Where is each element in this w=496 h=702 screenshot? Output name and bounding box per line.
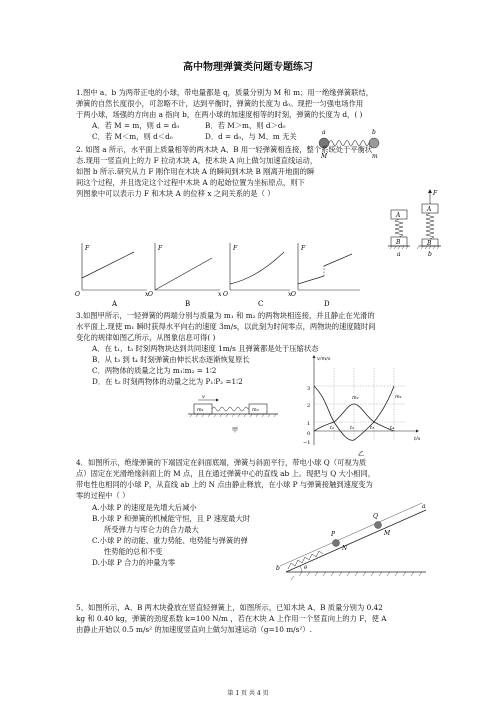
q3-yi-t2: t₂	[350, 425, 355, 431]
q2-graph-a-xlabel: x	[145, 291, 149, 298]
q4-option-b-1: B.小球 P 和弹簧的机械能守恒，且 P 速度最大时	[92, 514, 251, 523]
q4-option-a: A.小球 P 的速度是先增大后减小	[92, 503, 197, 512]
q5-line-3: 由静止开始以 0.5 m/s² 的加速度竖直向上做匀加速运动（g=10 m/s²）.	[76, 625, 312, 634]
q3-option-a: A．在 t₁、t₃ 时刻两物块达到共同速度 1m/s 且弹簧都是处于压缩状态	[92, 344, 319, 353]
q3-jia-hatch	[190, 414, 276, 417]
q4-line-4: 零的过程中（ ）	[76, 491, 130, 500]
q4-option-b-2: 所受弹力与库仑力的合力最大	[104, 525, 199, 534]
q2-graphs	[72, 240, 362, 308]
q1-fig-label-a: a	[322, 129, 326, 136]
q3-yi-ytick-neg1: −1	[303, 440, 311, 446]
q2-graph-c	[223, 243, 292, 308]
q2-graph-d-origin: O	[291, 291, 296, 298]
q2-graph-a-ylabel: F	[85, 245, 90, 252]
q4-line-1: 4．如图所示，绝缘弹簧的下端固定在斜面底端，弹簧与斜面平行，带电小球 Q（可视为质	[76, 458, 367, 467]
q3-figure-jia	[188, 392, 280, 434]
q2-spring-b	[426, 213, 434, 239]
q2-fig-a-label-B: B	[396, 239, 401, 246]
q3-line-1: 3.如图甲所示，一轻弹簧的两端分别与质量为 m₁ 和 m₂ 的两物块相连接，并且静止在光滑的	[76, 311, 375, 320]
q3-option-b: B．从 t₃ 到 t₄ 时刻弹簧由伸长状态逐渐恢复原长	[92, 355, 250, 364]
q3-option-d: D．在 t₂ 时刻两物体的动量之比为 P₁∶P₂ =1∶2	[92, 377, 243, 386]
q3-yi-caption: 乙	[358, 451, 365, 458]
q3-yi-v-arrow	[313, 355, 316, 358]
q2-caption-a: a	[397, 251, 401, 258]
q2-fig-b-label-A: A	[427, 206, 432, 213]
q5-line-2: kg 和 0.40 kg，弹簧的劲度系数 k=100 N/m ，若在木块 A 上作用一个竖直向上的力 F，使 A	[76, 614, 387, 623]
q4-ball-q	[375, 522, 382, 529]
q4-label-P: P	[331, 531, 336, 538]
q3-jia-m1: m₁	[197, 407, 204, 413]
q1-fig-label-b: b	[372, 129, 376, 136]
q1-option-a: A．若 M = m，则 d = d₀	[92, 121, 180, 130]
q2-graph-c-label: C	[258, 300, 264, 308]
q3-yi-label-m1: m₁	[395, 394, 402, 400]
q3-yi-ytick-1: 1	[307, 421, 311, 427]
q3-velocity-arrow-head	[216, 399, 219, 402]
q2-graph-b-xlabel: x	[218, 291, 222, 298]
q2-graph-d-line-2	[324, 254, 352, 266]
q2-graph-d-line-1	[298, 276, 324, 284]
q1-option-c: C．若 M＜m，则 d＜d₀	[92, 132, 173, 141]
q1-option-d: D．d = d₀，与 M、m 无关	[205, 132, 297, 141]
q3-spring	[212, 407, 249, 411]
q1-line-3: 于两小球，场强的方向由 a 指向 b，在两小球的加速度相等的时刻，弹簧的长度为 d，( )	[76, 110, 363, 119]
q2-graph-c-xlabel: x	[288, 291, 292, 298]
q2-hatch-a	[388, 246, 408, 249]
q4-option-d: D.小球 P 合力的冲量为零	[92, 558, 176, 567]
q1-line-1: 1.图中 a、b 为两带正电的小球，带电量都是 q，质量分别为 M 和 m；用一绝缘弹簧联结，	[76, 88, 374, 97]
q4-label-a: a	[422, 503, 426, 510]
q4-label-N: N	[342, 545, 348, 552]
q2-line-5: 列图象中可以表示力 F 和木块 A 的位移 x 之间关系的是（ ）	[76, 189, 275, 198]
q2-graph-a-origin: O	[75, 291, 80, 298]
q2-graph-c-ylabel: F	[233, 245, 238, 252]
q3-yi-t-arrow	[416, 430, 419, 433]
q3-yi-t4: t₄	[390, 425, 395, 431]
q4-figure	[276, 498, 430, 582]
q2-fig-b-label-F: F	[433, 190, 438, 197]
q3-line-2: 水平面上.现使 m₁ 瞬时获得水平向右的速度 3m/s，以此刻为时间零点，两物块的速度随时间	[76, 322, 376, 331]
q3-jia-v: v	[202, 394, 205, 400]
q2-graph-c-curve	[230, 252, 284, 284]
q3-yi-t1: t₁	[330, 425, 335, 431]
q3-yi-ytick-0: 0	[307, 431, 311, 437]
q2-graph-c-origin: O	[223, 291, 228, 298]
q4-option-c-2: 性势能的总和不变	[104, 547, 163, 556]
q2-graph-b-origin: O	[148, 291, 153, 298]
q4-line-3: 带电性也相同的小球 P，从直线 ab 上的 N 点由静止释放，在小球 P 与弹簧接触到速度变为	[76, 480, 373, 489]
q3-figure-yi	[296, 350, 426, 460]
q3-jia-caption: 甲	[232, 427, 239, 434]
q2-graph-d-label: D	[324, 300, 330, 308]
q4-label-theta: θ	[304, 565, 308, 571]
q4-hatch	[291, 572, 422, 580]
q4-line-ab	[280, 503, 422, 566]
q4-line-2: 点）固定在光滑绝缘斜面上的 M 点，且在通过弹簧中心的直线 ab 上。现把与 Q 大小相同，	[76, 469, 376, 478]
q3-jia-m2: m₂	[252, 407, 259, 413]
q2-graph-a	[75, 243, 149, 308]
q1-fig-label-M: M	[321, 153, 328, 160]
q3-yi-ytick-2: 2	[307, 403, 311, 409]
q2-line-4: 间这个过程，并且选定这个过程中木块 A 的起始位置为坐标原点，则下	[76, 178, 305, 187]
q3-yi-xlabel: t/s	[414, 436, 421, 442]
q4-option-c-1: C.小球 P 的动能、重力势能、电势能与弹簧的弹	[92, 536, 248, 545]
q2-graph-b	[148, 243, 222, 308]
q3-yi-ylabel: v/m/s	[317, 356, 331, 362]
q2-line-2: 态.现用一竖直向上的力 F 拉动木块 A，使木块 A 向上做匀加速直线运动，	[76, 156, 318, 165]
q3-yi-label-m2: m₂	[352, 395, 359, 401]
q3-line-3: 变化的规律如图乙所示，从图象信息可得( )	[76, 333, 216, 342]
page-footer: 第 1 页 共 4 页	[227, 690, 269, 697]
q5-line-1: 5、如图所示，A、B 两木块叠放在竖直轻弹簧上，如图所示，已知木块 A、B 质量分别为 0.42	[76, 603, 383, 612]
q3-yi-t3: t₃	[370, 425, 375, 431]
q2-graph-a-line	[82, 252, 134, 278]
q4-ball-p	[333, 540, 340, 547]
q3-yi-ytick-3: 3	[307, 386, 311, 392]
q3-option-c: C．两物体的质量之比为 m₁∶m₂ = 1∶2	[92, 366, 217, 375]
q4-label-b: b	[276, 565, 280, 572]
q4-label-M: M	[384, 530, 391, 537]
q2-fig-a-label-A: A	[396, 212, 401, 219]
q4-label-Q: Q	[373, 513, 378, 520]
q2-graph-a-label: A	[112, 300, 118, 308]
q2-arrow-head	[428, 189, 432, 193]
q1-option-b: B．若 M＞m，则 d＞d₀	[205, 121, 286, 130]
page-title: 高中物理弹簧类问题专题练习	[183, 62, 313, 73]
q4-incline	[286, 510, 426, 572]
q2-line-3: 如图 b 所示.研究从力 F 刚作用在木块 A 的瞬间到木块 B 刚离开地面的瞬	[76, 167, 315, 176]
q4-angle-arc	[300, 566, 302, 572]
q2-figure-ab	[388, 180, 448, 262]
q2-graph-b-label: B	[185, 300, 191, 308]
q2-line-1: 2. 如图 a 所示，水平面上质量相等的两木块 A、B 用一轻弹簧相连接，整个系统处于平衡状	[76, 145, 373, 154]
q1-fig-label-m: m	[372, 153, 378, 160]
q1-line-2: 弹簧的自然长度很小，可忽略不计，达到平衡时，弹簧的长度为 d₀。现把一匀强电场作用	[76, 99, 364, 108]
q2-spring-a	[395, 219, 403, 237]
q2-fig-b-label-B: B	[427, 240, 432, 247]
q2-graph-b-ylabel: F	[158, 245, 163, 252]
q2-graph-d	[291, 243, 360, 308]
q2-graph-d-ylabel: F	[301, 245, 306, 252]
q2-caption-b: b	[428, 251, 432, 258]
q2-graph-b-line	[155, 258, 212, 290]
